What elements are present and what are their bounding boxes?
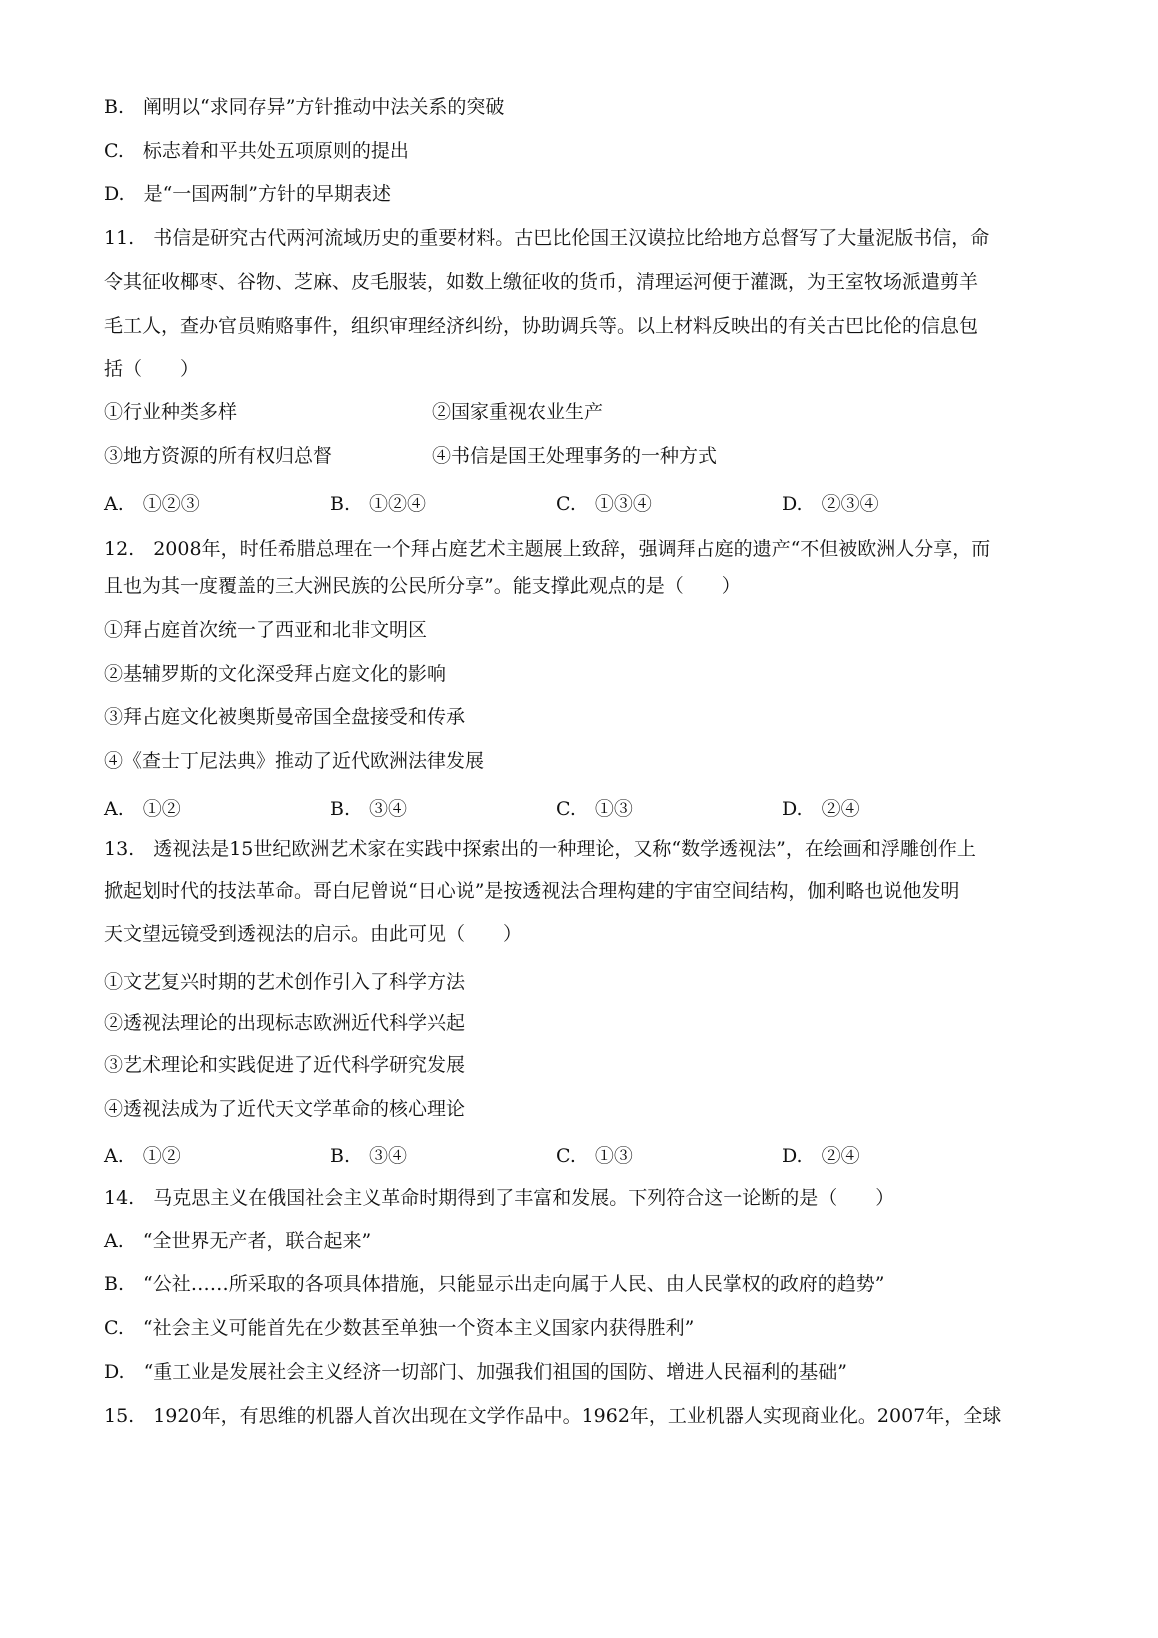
q11-item-1: ①行业种类多样 <box>104 401 238 423</box>
q10-option-c: C. 标志着和平共处五项原则的提出 <box>104 140 409 162</box>
q14-choice-a: A. “全世界无产者，联合起来” <box>104 1230 372 1252</box>
q12-item-3: ③拜占庭文化被奥斯曼帝国全盘接受和传承 <box>104 706 466 728</box>
q11-item-4: ④书信是国王处理事务的一种方式 <box>432 445 718 467</box>
q11-stem-line-1: 11. 书信是研究古代两河流域历史的重要材料。古巴比伦国王汉谟拉比给地方总督写了大量泥版书信，命 <box>104 227 990 249</box>
q10-option-b: B. 阐明以“求同存异”方针推动中法关系的突破 <box>104 96 505 118</box>
q12-choice-c: C. ①③ <box>556 798 633 820</box>
q13-choice-b: B. ③④ <box>330 1145 408 1167</box>
q13-item-3: ③艺术理论和实践促进了近代科学研究发展 <box>104 1054 466 1076</box>
q12-stem-line-2: 且也为其一度覆盖的三大洲民族的公民所分享”。能支撑此观点的是（ ） <box>104 575 741 597</box>
q11-choice-d: D. ②③④ <box>782 493 879 515</box>
q10-option-d: D. 是“一国两制”方针的早期表述 <box>104 183 392 205</box>
q11-choice-b: B. ①②④ <box>330 493 427 515</box>
q14-choice-d: D. “重工业是发展社会主义经济一切部门、加强我们祖国的国防、增进人民福利的基础” <box>104 1361 848 1383</box>
q12-stem-line-1: 12. 2008年，时任希腊总理在一个拜占庭艺术主题展上致辞，强调拜占庭的遗产“不但被欧洲人分享，而 <box>104 538 991 560</box>
q13-choice-c: C. ①③ <box>556 1145 633 1167</box>
q11-item-2: ②国家重视农业生产 <box>432 401 604 423</box>
q14-stem: 14. 马克思主义在俄国社会主义革命时期得到了丰富和发展。下列符合这一论断的是（ ） <box>104 1187 895 1209</box>
q12-item-2: ②基辅罗斯的文化深受拜占庭文化的影响 <box>104 663 447 685</box>
q11-stem-line-2: 令其征收椰枣、谷物、芝麻、皮毛服装，如数上缴征收的货币，清理运河便于灌溉，为王室牧场派遣剪羊 <box>104 271 979 293</box>
q12-choice-a: A. ①② <box>104 798 181 820</box>
q13-choice-d: D. ②④ <box>782 1145 860 1167</box>
q13-item-2: ②透视法理论的出现标志欧洲近代科学兴起 <box>104 1012 466 1034</box>
q11-stem-line-3: 毛工人，查办官员贿赂事件，组织审理经济纠纷，协助调兵等。以上材料反映出的有关古巴比伦的信息包 <box>104 315 979 337</box>
q14-choice-b: B. “公社……所采取的各项具体措施，只能显示出走向属于人民、由人民掌权的政府的趋势” <box>104 1273 885 1295</box>
q13-choice-a: A. ①② <box>104 1145 181 1167</box>
q11-choice-a: A. ①②③ <box>104 493 200 515</box>
q13-item-4: ④透视法成为了近代天文学革命的核心理论 <box>104 1098 466 1120</box>
q13-stem-line-1: 13. 透视法是15世纪欧洲艺术家在实践中探索出的一种理论，又称“数学透视法”，在绘画和浮雕创作上 <box>104 838 976 860</box>
q12-choice-b: B. ③④ <box>330 798 408 820</box>
q12-item-4: ④《查士丁尼法典》推动了近代欧洲法律发展 <box>104 750 485 772</box>
q13-stem-line-3: 天文望远镜受到透视法的启示。由此可见（ ） <box>104 923 523 945</box>
q12-item-1: ①拜占庭首次统一了西亚和北非文明区 <box>104 619 428 641</box>
q13-item-1: ①文艺复兴时期的艺术创作引入了科学方法 <box>104 971 466 993</box>
q11-choice-c: C. ①③④ <box>556 493 652 515</box>
q15-stem: 15. 1920年，有思维的机器人首次出现在文学作品中。1962年，工业机器人实现商业化。2007年，全球 <box>104 1405 1002 1427</box>
q11-stem-line-4: 括（ ） <box>104 358 200 380</box>
q14-choice-c: C. “社会主义可能首先在少数甚至单独一个资本主义国家内获得胜利” <box>104 1317 695 1339</box>
q13-stem-line-2: 掀起划时代的技法革命。哥白尼曾说“日心说”是按透视法合理构建的宇宙空间结构，伽利略也说他发明 <box>104 880 960 902</box>
q11-item-3: ③地方资源的所有权归总督 <box>104 445 333 467</box>
q12-choice-d: D. ②④ <box>782 798 860 820</box>
